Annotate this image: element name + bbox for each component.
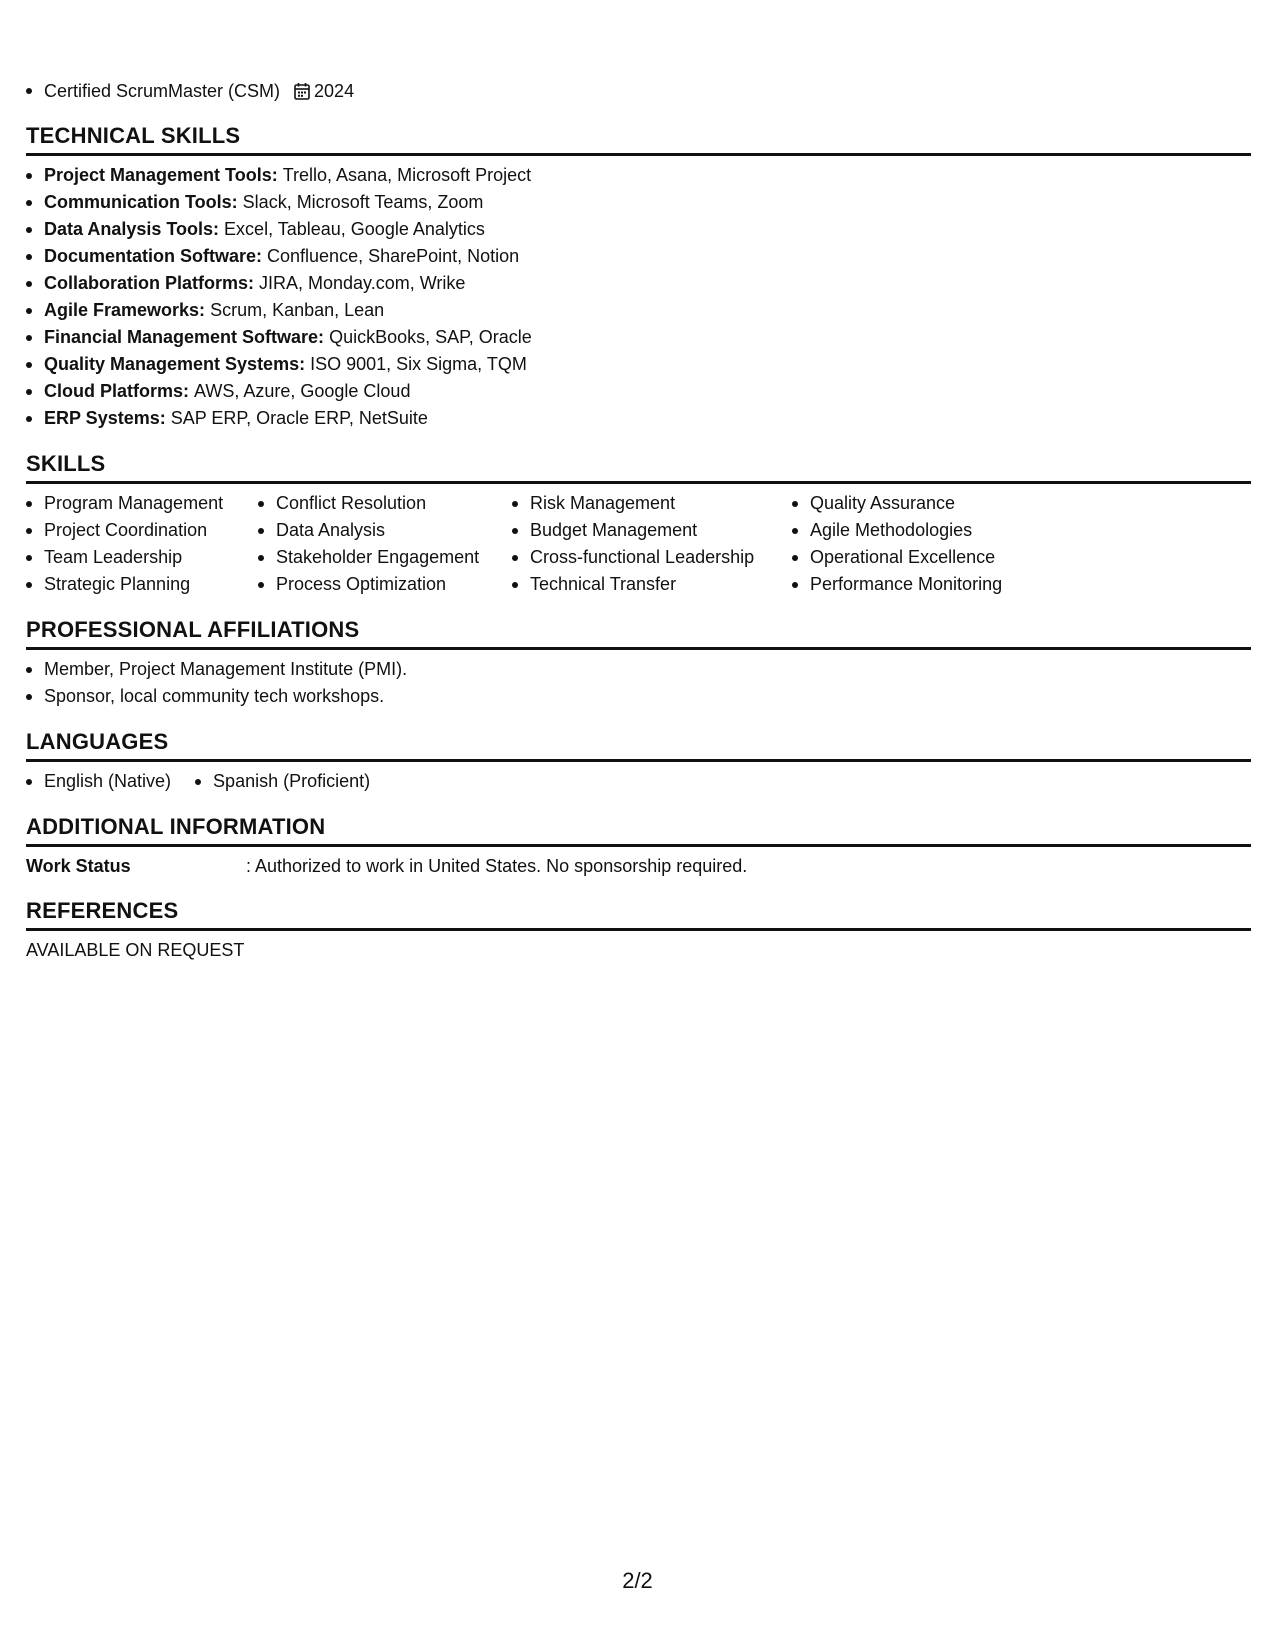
skill-label: Data Analysis Tools: (44, 219, 220, 239)
skills-column (512, 490, 792, 598)
skill-item: Team Leadership (44, 547, 183, 567)
skill-item: Process Optimization (276, 574, 447, 594)
list-item (26, 405, 1251, 432)
skill-label: Cloud Platforms: (44, 381, 190, 401)
bullet (258, 501, 264, 507)
skill-item: Agile Methodologies (810, 520, 973, 540)
skill-item: Technical Transfer (530, 574, 677, 594)
bullet (26, 779, 32, 785)
bullet (512, 582, 518, 588)
additional-info-section (26, 813, 1251, 879)
bullet (26, 555, 32, 561)
bullet (792, 501, 798, 507)
bullet (26, 389, 32, 395)
bullet (512, 555, 518, 561)
skill-item: Program Management (44, 493, 224, 513)
list-item (26, 683, 1251, 710)
work-status-label: Work Status (26, 856, 131, 876)
bullet (258, 528, 264, 534)
list-item (26, 189, 1251, 216)
skill-label: Quality Management Systems: (44, 354, 306, 374)
calendar-icon (294, 82, 310, 100)
certification-year: 2024 (314, 81, 355, 101)
skill-label: Financial Management Software: (44, 327, 325, 347)
section-title: REFERENCES (26, 897, 1251, 931)
bullet (26, 667, 32, 673)
bullet (195, 779, 201, 785)
skill-item: Project Coordination (44, 520, 208, 540)
list-item (26, 324, 1251, 351)
bullet (26, 200, 32, 206)
skill-value: ISO 9001, Six Sigma, TQM (310, 354, 527, 374)
section-title: SKILLS (26, 450, 1251, 484)
languages-section (26, 728, 1251, 795)
bullet (26, 694, 32, 700)
skill-value: Excel, Tableau, Google Analytics (224, 219, 485, 239)
skill-item: Data Analysis (276, 520, 386, 540)
bullet (26, 335, 32, 341)
list-item (26, 768, 171, 795)
affiliations-list (26, 656, 1251, 710)
list-item (26, 351, 1251, 378)
list-item (26, 162, 1251, 189)
skills-section (26, 450, 1251, 598)
certification-name: Certified ScrumMaster (CSM) (44, 81, 281, 101)
skill-label: Agile Frameworks: (44, 300, 206, 320)
list-item (26, 378, 1251, 405)
bullet (26, 254, 32, 260)
bullet (26, 227, 32, 233)
language-item: English (Native) (44, 771, 172, 791)
list-item (195, 768, 370, 795)
skill-label: Communication Tools: (44, 192, 238, 212)
bullet (26, 528, 32, 534)
certification-row (26, 78, 1251, 104)
resume-page (26, 78, 1251, 963)
skill-value: Slack, Microsoft Teams, Zoom (242, 192, 484, 212)
bullet (26, 88, 32, 94)
list-item (258, 571, 512, 598)
bullet (26, 362, 32, 368)
list-item (26, 571, 258, 598)
work-status-value: : Authorized to work in United States. No sponsorship required. (246, 856, 748, 876)
list-item (792, 571, 1052, 598)
affiliation-text: Member, Project Management Institute (PMI). (44, 659, 408, 679)
list-item (792, 544, 1052, 571)
skills-column (258, 490, 512, 598)
skill-item: Risk Management (530, 493, 676, 513)
languages-list (26, 768, 1251, 795)
list-item (26, 490, 258, 517)
skill-value: Trello, Asana, Microsoft Project (282, 165, 532, 185)
skill-item: Performance Monitoring (810, 574, 1003, 594)
bullet (26, 308, 32, 314)
list-item (26, 270, 1251, 297)
list-item (512, 490, 792, 517)
skill-value: SAP ERP, Oracle ERP, NetSuite (170, 408, 428, 428)
list-item (26, 656, 1251, 683)
bullet (792, 528, 798, 534)
skill-label: Project Management Tools: (44, 165, 278, 185)
section-title: PROFESSIONAL AFFILIATIONS (26, 616, 1251, 650)
skill-item: Conflict Resolution (276, 493, 427, 513)
skill-item: Budget Management (530, 520, 698, 540)
bullet (512, 501, 518, 507)
skill-value: AWS, Azure, Google Cloud (194, 381, 411, 401)
bullet (26, 582, 32, 588)
affiliations-section (26, 616, 1251, 710)
list-item (258, 490, 512, 517)
references-section (26, 897, 1251, 963)
bullet (26, 173, 32, 179)
skill-value: JIRA, Monday.com, Wrike (259, 273, 466, 293)
list-item (26, 297, 1251, 324)
bullet (792, 582, 798, 588)
skill-item: Stakeholder Engagement (276, 547, 480, 567)
list-item (258, 544, 512, 571)
section-title: TECHNICAL SKILLS (26, 122, 1251, 156)
list-item (26, 216, 1251, 243)
section-title: LANGUAGES (26, 728, 1251, 762)
skill-item: Strategic Planning (44, 574, 191, 594)
bullet (258, 555, 264, 561)
skills-grid (26, 490, 1251, 598)
skill-label: Collaboration Platforms: (44, 273, 255, 293)
list-item (512, 544, 792, 571)
skill-item: Quality Assurance (810, 493, 956, 513)
references-text: AVAILABLE ON REQUEST (26, 940, 245, 960)
list-item (258, 517, 512, 544)
list-item (26, 544, 258, 571)
bullet (512, 528, 518, 534)
affiliation-text: Sponsor, local community tech workshops. (44, 686, 385, 706)
bullet (26, 281, 32, 287)
page-number: 2/2 (622, 1568, 653, 1593)
section-title: ADDITIONAL INFORMATION (26, 813, 1251, 847)
work-status-row (26, 853, 1251, 879)
bullet (258, 582, 264, 588)
skill-value: Confluence, SharePoint, Notion (267, 246, 520, 266)
list-item (792, 517, 1052, 544)
list-item (512, 571, 792, 598)
skill-item: Cross-functional Leadership (530, 547, 755, 567)
bullet (26, 416, 32, 422)
skill-label: ERP Systems: (44, 408, 166, 428)
technical-skills-list (26, 162, 1251, 432)
bullet (792, 555, 798, 561)
skills-column (26, 490, 258, 598)
list-item (26, 243, 1251, 270)
skill-item: Operational Excellence (810, 547, 996, 567)
skill-value: QuickBooks, SAP, Oracle (329, 327, 532, 347)
list-item (792, 490, 1052, 517)
list-item (512, 517, 792, 544)
bullet (26, 501, 32, 507)
technical-skills-section (26, 122, 1251, 432)
skill-label: Documentation Software: (44, 246, 263, 266)
skill-value: Scrum, Kanban, Lean (210, 300, 385, 320)
list-item (26, 517, 258, 544)
language-item: Spanish (Proficient) (213, 771, 371, 791)
skills-column (792, 490, 1052, 598)
